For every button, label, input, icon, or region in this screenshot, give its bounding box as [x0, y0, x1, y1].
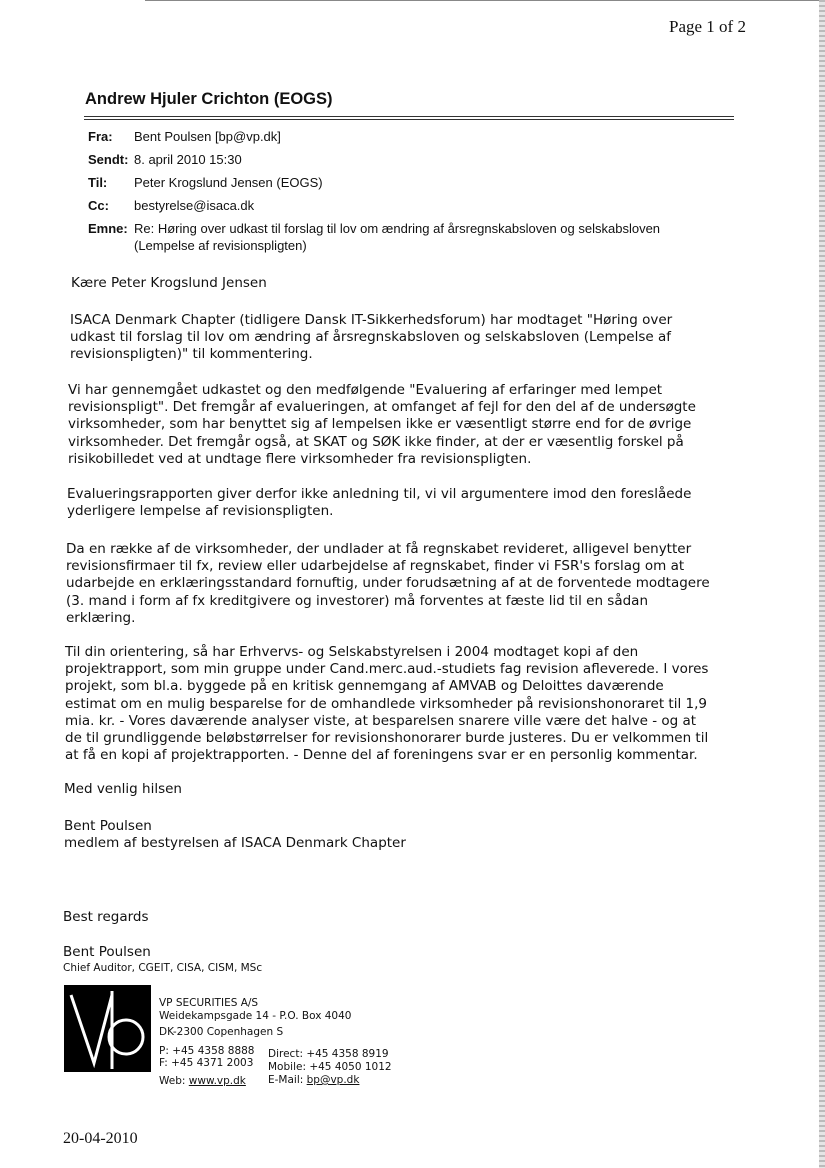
- header-to: [88, 174, 323, 191]
- footer-date: 20-04-2010: [63, 1130, 138, 1147]
- scan-edge: [819, 0, 825, 1168]
- mobile-phone: Mobile: +45 4050 1012: [268, 1061, 392, 1073]
- mailbox-owner: Andrew Hjuler Crichton (EOGS): [85, 90, 333, 108]
- text-line: yderligere lempelse af revisionspligten.: [67, 503, 334, 520]
- cc-label: Cc:: [88, 198, 109, 213]
- top-border: [145, 0, 825, 1]
- company-web: [159, 1075, 246, 1089]
- text-line: at få en kopi af projektrapporten. - Denne del af foreningens svar er en personlig kommentar.: [65, 747, 698, 764]
- header-divider-2: [84, 119, 734, 120]
- subject-line-2: (Lempelse af revisionspligten): [134, 238, 307, 253]
- text-line: risikobilledet ved at undtage flere virksomheder fra revisionspligten.: [68, 450, 532, 467]
- text-line: revisionsfirmaer til fx, review eller udarbejdelse af regnskabet, finder vi FSR's forslag om at: [66, 558, 685, 575]
- direct-phone: Direct: +45 4358 8919: [268, 1048, 389, 1060]
- text-line: revisionspligten)" til kommentering.: [70, 346, 313, 363]
- greeting: Kære Peter Krogslund Jensen: [71, 275, 267, 291]
- from-label: Fra:: [88, 129, 113, 144]
- to-value: Peter Krogslund Jensen (EOGS): [134, 175, 323, 190]
- subject-line-1: Re: Høring over udkast til forslag til lov om ændring af årsregnskabsloven og selskabsloven: [134, 221, 661, 236]
- vp-logo: [64, 985, 151, 1072]
- web-link[interactable]: www.vp.dk: [188, 1075, 246, 1087]
- sent-value: 8. april 2010 15:30: [134, 152, 242, 167]
- text-line: virksomheder, som har benyttet sig af lempelsen ikke er væsentligt større end for de øvrige: [68, 416, 692, 433]
- text-line: Da en række af de virksomheder, der undlader at få regnskabet revideret, alligevel benytter: [66, 541, 692, 557]
- header-divider: [84, 116, 734, 117]
- from-value: Bent Poulsen [bp@vp.dk]: [134, 129, 281, 144]
- to-label: Til:: [88, 175, 108, 190]
- text-line: udarbejde en erklæringsstandard fornuftig, under forudsætning af at de forventede modtagere: [66, 575, 710, 592]
- text-line: ISACA Denmark Chapter (tidligere Dansk IT-Sikkerhedsforum) har modtaget "Høring over: [70, 312, 673, 328]
- header-subject: [88, 220, 661, 253]
- text-line: udkast til forslag til lov om ændring af årsregnskabsloven og selskabsloven (Lempelse af: [70, 329, 671, 346]
- header-cc: [88, 197, 254, 214]
- text-line: mia. kr. - Vores daværende analyser viste, at besparelsen snarere ville være det halve - og at: [65, 712, 697, 729]
- paragraph-1: [70, 312, 760, 364]
- regards-name: Bent Poulsen: [63, 944, 151, 960]
- company-email: [268, 1074, 359, 1088]
- company-address-1: Weidekampsgade 14 - P.O. Box 4040: [159, 1010, 352, 1022]
- text-line: projektrapport, som min gruppe under Cand.merc.aud.-studiets fag revision afleverede. I vores: [65, 661, 709, 678]
- signature-block: [64, 818, 754, 852]
- email-label: E-Mail:: [268, 1074, 304, 1086]
- vp-logo-icon: [64, 985, 151, 1072]
- subject-label: Emne:: [88, 221, 128, 236]
- signature-name: Bent Poulsen: [64, 818, 152, 834]
- regards-title: Chief Auditor, CGEIT, CISA, CISM, MSc: [63, 962, 263, 974]
- company-name: VP SECURITIES A/S: [159, 997, 259, 1009]
- company-address-2: DK-2300 Copenhagen S: [159, 1026, 284, 1038]
- paragraph-3: [67, 486, 757, 520]
- paragraph-5: [65, 644, 755, 764]
- text-line: Evalueringsrapporten giver derfor ikke anledning til, vi vil argumentere imod den foreslåede: [67, 486, 692, 502]
- company-fax: F: +45 4371 2003: [159, 1057, 254, 1069]
- text-line: Vi har gennemgået udkastet og den medfølgende "Evaluering af erfaringer med lempet: [68, 382, 663, 398]
- text-line: estimat om en mulig besparelse for de omhandlede virksomheder på revisionshonoraret til 1,9: [65, 695, 707, 712]
- text-line: virksomheder. Det fremgår også, at SKAT og SØK ikke finder, at der er væsentlig forskel på: [68, 433, 684, 450]
- text-line: Til din orientering, så har Erhvervs- og Selskabstyrelsen i 2004 modtaget kopi af den: [65, 644, 639, 660]
- header-from: [88, 128, 281, 145]
- paragraph-2: [68, 382, 758, 468]
- signature-role: medlem af bestyrelsen af ISACA Denmark Chapter: [64, 835, 406, 852]
- best-regards: Best regards: [63, 909, 149, 925]
- email-link[interactable]: bp@vp.dk: [306, 1074, 360, 1086]
- company-phone: P: +45 4358 8888: [159, 1045, 255, 1057]
- text-line: revisionspligt". Det fremgår af evalueringen, at omfanget af fejl for den del af de undersøgte: [68, 399, 696, 416]
- text-line: erklæring.: [66, 609, 136, 626]
- text-line: projekt, som bl.a. byggede på en kritisk gennemgang af AMVAB og Deloittes daværende: [65, 678, 664, 695]
- paragraph-4: [66, 541, 756, 627]
- header-sent: [88, 151, 242, 168]
- subject-value: [134, 220, 744, 254]
- cc-value: bestyrelse@isaca.dk: [134, 198, 255, 213]
- text-line: (3. mand i form af fx kreditgivere og investorer) må forventes at fæste lid til en sådan: [66, 592, 649, 609]
- web-label: Web:: [159, 1075, 186, 1087]
- sent-label: Sendt:: [88, 152, 129, 167]
- page-number: Page 1 of 2: [669, 17, 746, 36]
- text-line: de til grundliggende beløbstørrelser for revisionshonorarer burde justeres. Du er velkommen til: [65, 730, 709, 747]
- closing: Med venlig hilsen: [64, 781, 182, 797]
